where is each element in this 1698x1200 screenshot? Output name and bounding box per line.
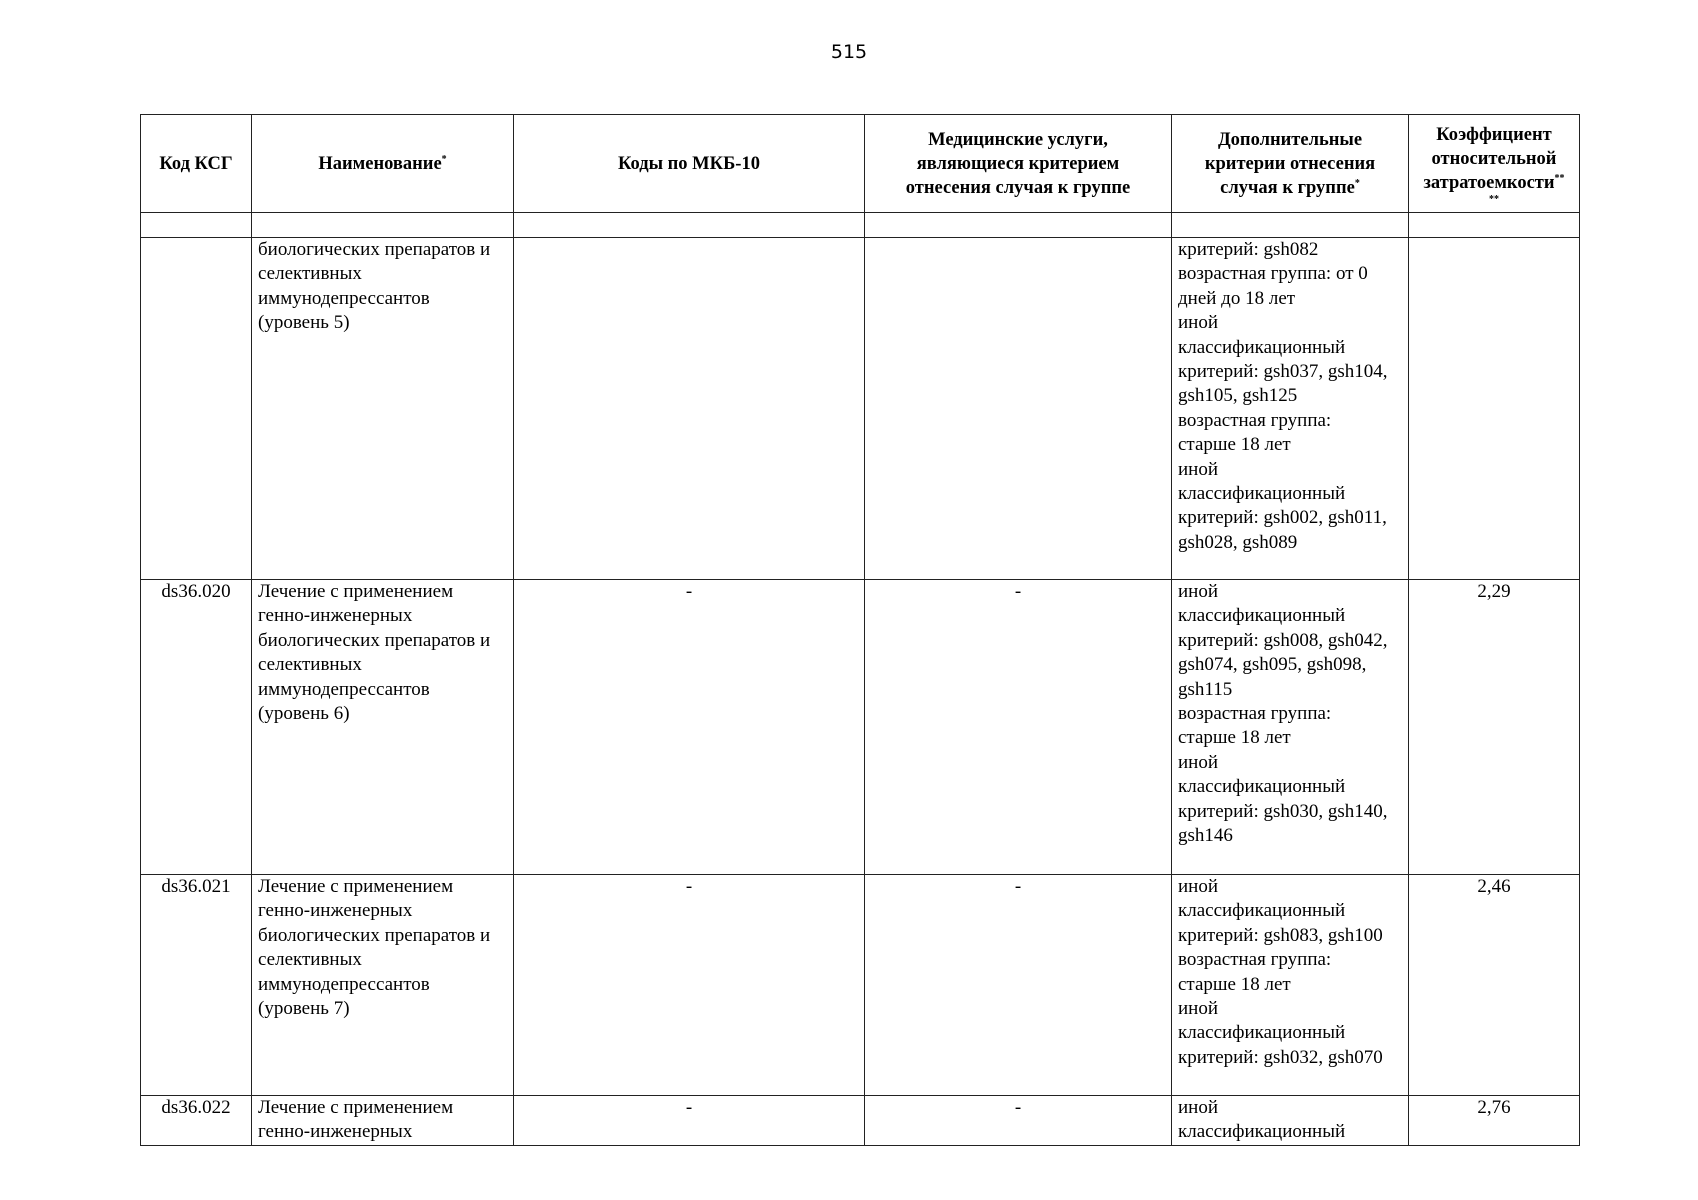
header-code: Код КСГ xyxy=(141,115,252,213)
header-coefficient-footnote-mark-2: ** xyxy=(1489,193,1499,205)
table-row xyxy=(141,875,1580,1096)
cell-icd-codes: - xyxy=(514,875,865,1096)
table-body xyxy=(141,238,1580,1146)
header-name: Наименование* xyxy=(252,115,514,213)
cell-icd-codes xyxy=(514,238,865,580)
page-number: 515 xyxy=(830,41,868,63)
cell-services: - xyxy=(865,1096,1172,1146)
cell-coefficient: 2,76 xyxy=(1409,1096,1580,1146)
cell-coefficient: 2,29 xyxy=(1409,580,1580,875)
cell-ksg-code: ds36.022 xyxy=(141,1096,252,1146)
header-extra-criteria-footnote-mark: * xyxy=(1354,177,1360,189)
cell-ksg-code xyxy=(141,238,252,580)
cell-services: - xyxy=(865,875,1172,1096)
cell-extra-criteria: иной классификационный критерий: gsh083, gsh100 возрастная группа: старше 18 лет иной классификационный критерий: gsh032, gsh070 xyxy=(1172,875,1409,1096)
cell-name: Лечение с применением генно-инженерных биологических препаратов и селективных иммунодепрессантов (уровень 6) xyxy=(252,580,514,875)
header-coefficient-footnote-mark: ** xyxy=(1554,172,1565,184)
cell-extra-criteria: иной классификационный xyxy=(1172,1096,1409,1146)
header-coefficient: Коэффициент относительной затратоемкости** ** xyxy=(1409,115,1580,213)
cell-extra-criteria: иной классификационный критерий: gsh008, gsh042, gsh074, gsh095, gsh098, gsh115 возрастная группа: старше 18 лет иной классификационный критерий: gsh030, gsh140, gsh146 xyxy=(1172,580,1409,875)
table-spacer-row xyxy=(141,213,1580,238)
cell-services xyxy=(865,238,1172,580)
header-name-footnote-mark: * xyxy=(441,153,447,165)
cell-ksg-code: ds36.021 xyxy=(141,875,252,1096)
cell-name: Лечение с применением генно-инженерных биологических препаратов и селективных иммунодепрессантов (уровень 7) xyxy=(252,875,514,1096)
cell-coefficient xyxy=(1409,238,1580,580)
cell-name: Лечение с применением генно-инженерных xyxy=(252,1096,514,1146)
table-row xyxy=(141,238,1580,580)
table-row xyxy=(141,1096,1580,1146)
header-icd-codes: Коды по МКБ-10 xyxy=(514,115,865,213)
cell-extra-criteria: критерий: gsh082 возрастная группа: от 0 дней до 18 лет иной классификационный критерий: gsh037, gsh104, gsh105, gsh125 возрастная группа: старше 18 лет иной классификационный критерий: gsh002, gsh011, gsh028, gsh089 xyxy=(1172,238,1409,580)
ksg-table xyxy=(140,114,1580,1146)
table-header-row xyxy=(141,115,1580,213)
cell-coefficient: 2,46 xyxy=(1409,875,1580,1096)
cell-ksg-code: ds36.020 xyxy=(141,580,252,875)
table-row xyxy=(141,580,1580,875)
header-extra-criteria: Дополнительные критерии отнесения случая к группе* xyxy=(1172,115,1409,213)
cell-name: биологических препаратов и селективных иммунодепрессантов (уровень 5) xyxy=(252,238,514,580)
cell-icd-codes: - xyxy=(514,1096,865,1146)
cell-services: - xyxy=(865,580,1172,875)
header-services: Медицинские услуги, являющиеся критерием отнесения случая к группе xyxy=(865,115,1172,213)
cell-icd-codes: - xyxy=(514,580,865,875)
